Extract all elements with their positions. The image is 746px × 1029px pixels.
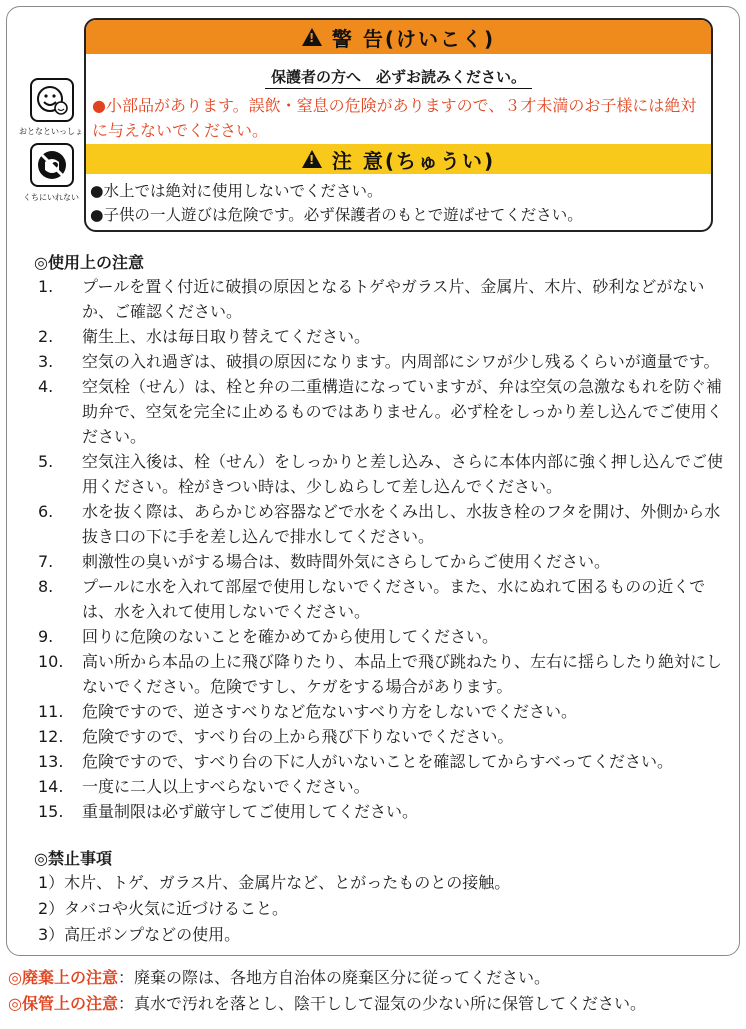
- usage-item: 15. 重量制限は必ず厳守してご使用してください。: [38, 802, 419, 821]
- prohibited-list: [38, 870, 698, 948]
- prohibited-item: 3）高圧ポンプなどの使用。: [38, 925, 241, 944]
- warning-text: ●小部品があります。誤飲・窒息の危険がありますので、３才未満のお子様には絶対に与えないでください。: [92, 96, 697, 140]
- usage-item: 13. 危険ですので、すべり台の下に人がいないことを確認してからすべってください。: [38, 752, 674, 771]
- disposal-text: ：廃棄の際は、各地方自治体の廃棄区分に従ってください。: [117, 968, 550, 987]
- storage-text: ：真水で汚れを落とし、陰干しして湿気の少ない所に保管してください。: [117, 994, 646, 1013]
- caution-triangle-icon: [302, 150, 322, 168]
- usage-item: 3. 空気の入れ過ぎは、破損の原因になります。内周部にシワが少し残るくらいが適量です。: [38, 352, 720, 371]
- no-mouth-icon: [30, 143, 74, 187]
- usage-item: 10. 高い所から本品の上に飛び降りたり、本品上で飛び跳ねたり、左右に揺らしたり絶対にしないでください。危険ですし、ケガをする場合があります。: [38, 652, 723, 696]
- prohibited-item: 1）木片、トゲ、ガラス片、金属片など、とがったものとの接触。: [38, 873, 511, 892]
- usage-item: 14. 一度に二人以上すべらないでください。: [38, 777, 370, 796]
- adult-supervision-icon: [30, 78, 74, 122]
- caution-item: ●子供の一人遊びは危険です。必ず保護者のもとで遊ばせてください。: [90, 206, 583, 224]
- usage-item: 9. 回りに危険のないことを確かめてから使用してください。: [38, 627, 499, 646]
- caution-list: [90, 179, 705, 227]
- usage-item: 2. 衛生上、水は毎日取り替えてください。: [38, 327, 371, 346]
- storage-note: [8, 992, 646, 1016]
- usage-item: 5. 空気注入後は、栓（せん）をしっかりと差し込み、さらに本体内部に強く押し込んでご使用ください。栓がきつい時は、少しぬらして差し込んでください。: [38, 452, 723, 496]
- warning-header-text: 警 告(けいこく): [331, 26, 496, 51]
- usage-list: [34, 274, 724, 824]
- usage-item: 1. プールを置く付近に破損の原因となるトゲやガラス片、金属片、木片、砂利などがないか、ご確認ください。: [38, 277, 705, 321]
- caution-header-text: 注 意(ちゅうい): [331, 148, 496, 173]
- usage-item: 7. 刺激性の臭いがする場合は、数時間外気にさらしてからご使用ください。: [38, 552, 611, 571]
- usage-item: 8. プールに水を入れて部屋で使用しないでください。また、水にぬれて困るものの近くでは、水を入れて使用しないでください。: [38, 577, 706, 621]
- usage-item: 6. 水を抜く際は、あらかじめ容器などで水をくみ出し、水抜き栓のフタを開け、外側から水抜き口の下に手を差し込んで排水してください。: [38, 502, 721, 546]
- no-mouth-caption: くちにいれない: [23, 193, 79, 202]
- prohibited-item: 2）タバコや火気に近づけること。: [38, 899, 289, 918]
- usage-title: ◎使用上の注意: [34, 253, 144, 272]
- usage-item: 11. 危険ですので、逆さすべりなど危ないすべり方をしないでください。: [38, 702, 578, 721]
- warning-triangle-icon: [302, 28, 322, 46]
- usage-item: 12. 危険ですので、すべり台の上から飛び下りないでください。: [38, 727, 514, 746]
- caution-header: [86, 144, 711, 174]
- smiley-faces-icon: [35, 83, 69, 117]
- disposal-note: [8, 966, 550, 990]
- warning-header: [86, 20, 711, 54]
- no-mouth-symbol-icon: [35, 148, 69, 182]
- adult-use-caption: おとなといっしょ: [19, 127, 83, 136]
- prohibited-title: ◎禁止事項: [34, 849, 112, 868]
- usage-item: 4. 空気栓（せん）は、栓と弁の二重構造になっていますが、弁は空気の急激なもれを防ぐ補助弁で、空気を完全に止めるものではありません。必ず栓をしっかり差し込んでご使用ください。: [38, 377, 723, 446]
- disposal-label: ◎廃棄上の注意: [8, 968, 118, 987]
- storage-label: ◎保管上の注意: [8, 994, 118, 1013]
- warning-panel: [84, 18, 713, 232]
- caution-item: ●水上では絶対に使用しないでください。: [90, 182, 383, 200]
- guardian-notice: 保護者の方へ 必ずお読みください。: [86, 66, 711, 87]
